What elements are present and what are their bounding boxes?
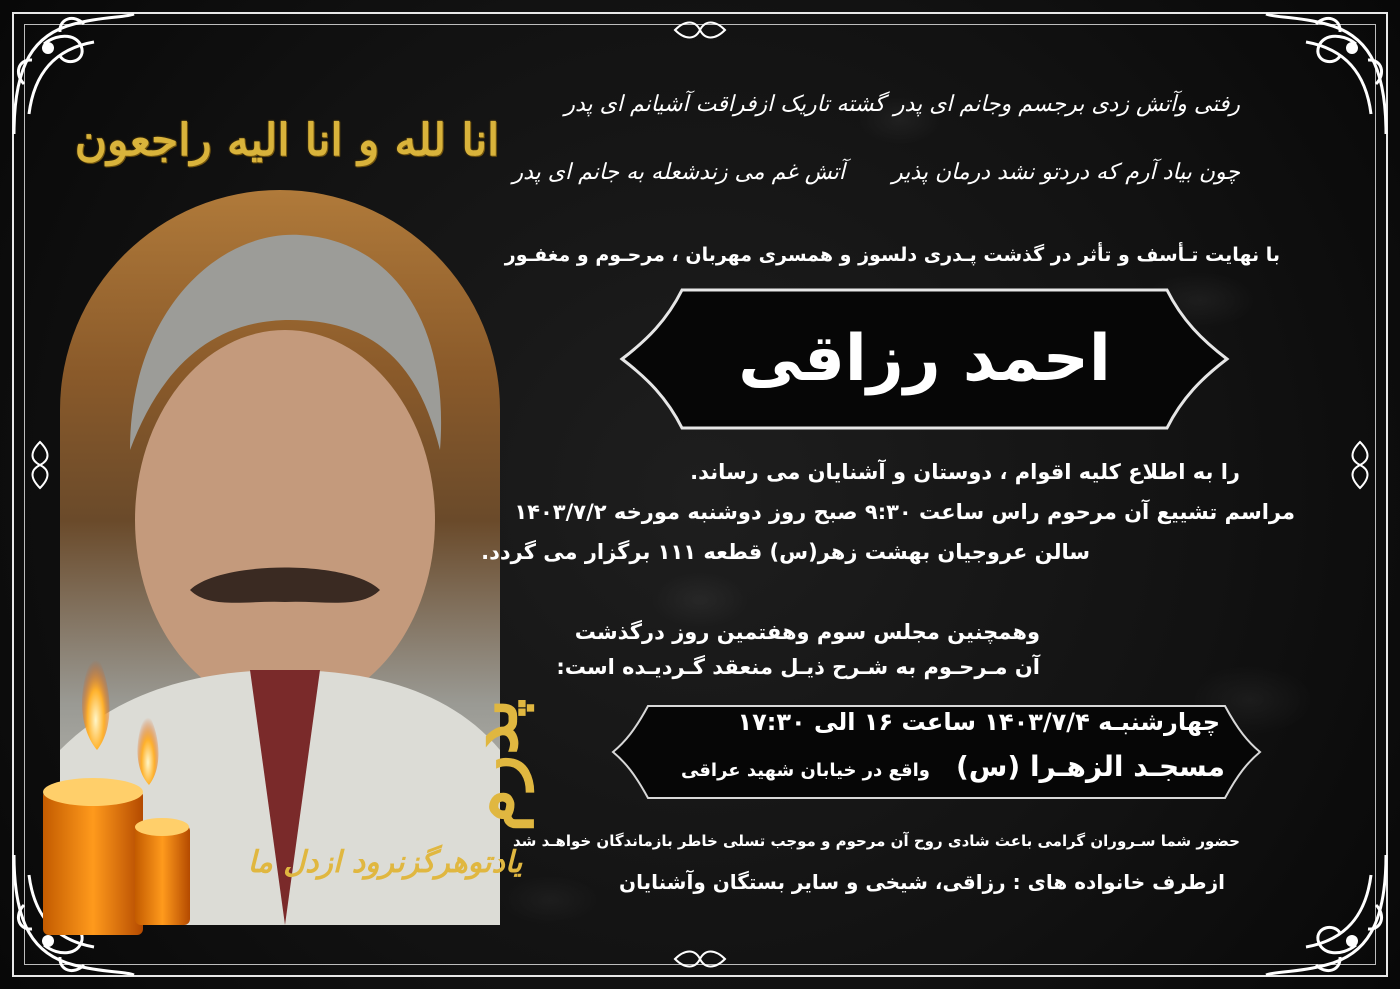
edge-ornament-icon <box>670 18 730 42</box>
poem-line-2-right: چون بیاد آرم که دردتو نشد درمان پذیر <box>892 160 1240 185</box>
edge-ornament-icon <box>670 947 730 971</box>
pedaram-calligraphy: پدرم <box>450 698 533 832</box>
memorial-line-2: آن مـرحـوم به شـرح ذیـل منعقد گـردیـده است: <box>556 655 1040 679</box>
memorial-line-1: وهمچنین مجلس سوم وهفتمین روز درگذشت <box>574 620 1040 644</box>
poem-line-2-left: آتش غم می زندشعله به جانم ای پدر <box>512 160 845 185</box>
candles-icon <box>35 640 195 935</box>
quran-verse: انا لله و انا الیه راجعون <box>74 115 500 166</box>
corner-ornament-icon <box>1256 4 1396 144</box>
corner-ornament-icon <box>1256 845 1396 985</box>
edge-ornament-icon <box>28 440 52 490</box>
event-venue: مسجـد الزهـرا (س) <box>955 750 1225 783</box>
deceased-name: احمد رزاقی <box>738 322 1111 396</box>
poem-line-1-left: گشته تاریک ازفراقت آشیانم ای پدر <box>564 92 885 117</box>
announcement-line-2: مراسم تشییع آن مرحوم راس ساعت ۹:۳۰ صبح روز دوشنبه مورخه ۱۴۰۳/۷/۲ <box>514 500 1295 524</box>
announcement-line-1: را به اطلاع کلیه اقوام ، دوستان و آشنایان می رساند. <box>690 460 1240 484</box>
poem-line-1-right: رفتی وآتش زدی برجسم وجانم ای پدر <box>893 92 1240 117</box>
announcement-line-3: سالن عروجیان بهشت زهر(س) قطعه ۱۱۱ برگزار می گردد. <box>481 540 1090 564</box>
yad-calligraphy: یادتوهرگزنرود ازدل ما <box>247 845 523 880</box>
event-address: واقع در خیابان شهید عراقی <box>680 760 930 781</box>
presence-note: حضور شما سـروران گرامی باعث شادی روح آن مرحوم و موجب تسلی خاطر بازماندگان خواهـد شد <box>513 832 1240 850</box>
families-line: ازطرف خانواده های : رزاقی، شیخی و سایر بستگان وآشنایان <box>619 870 1225 894</box>
intro-line: با نهایت تـأسف و تأثر در گذشت پـدری دلسوز و همسری مهربان ، مرحـوم و مغفـور <box>504 244 1280 266</box>
edge-ornament-icon <box>1348 440 1372 490</box>
event-line-1: چهارشنبـه ۱۴۰۳/۷/۴ ساعت ۱۶ الی ۱۷:۳۰ <box>737 708 1220 736</box>
